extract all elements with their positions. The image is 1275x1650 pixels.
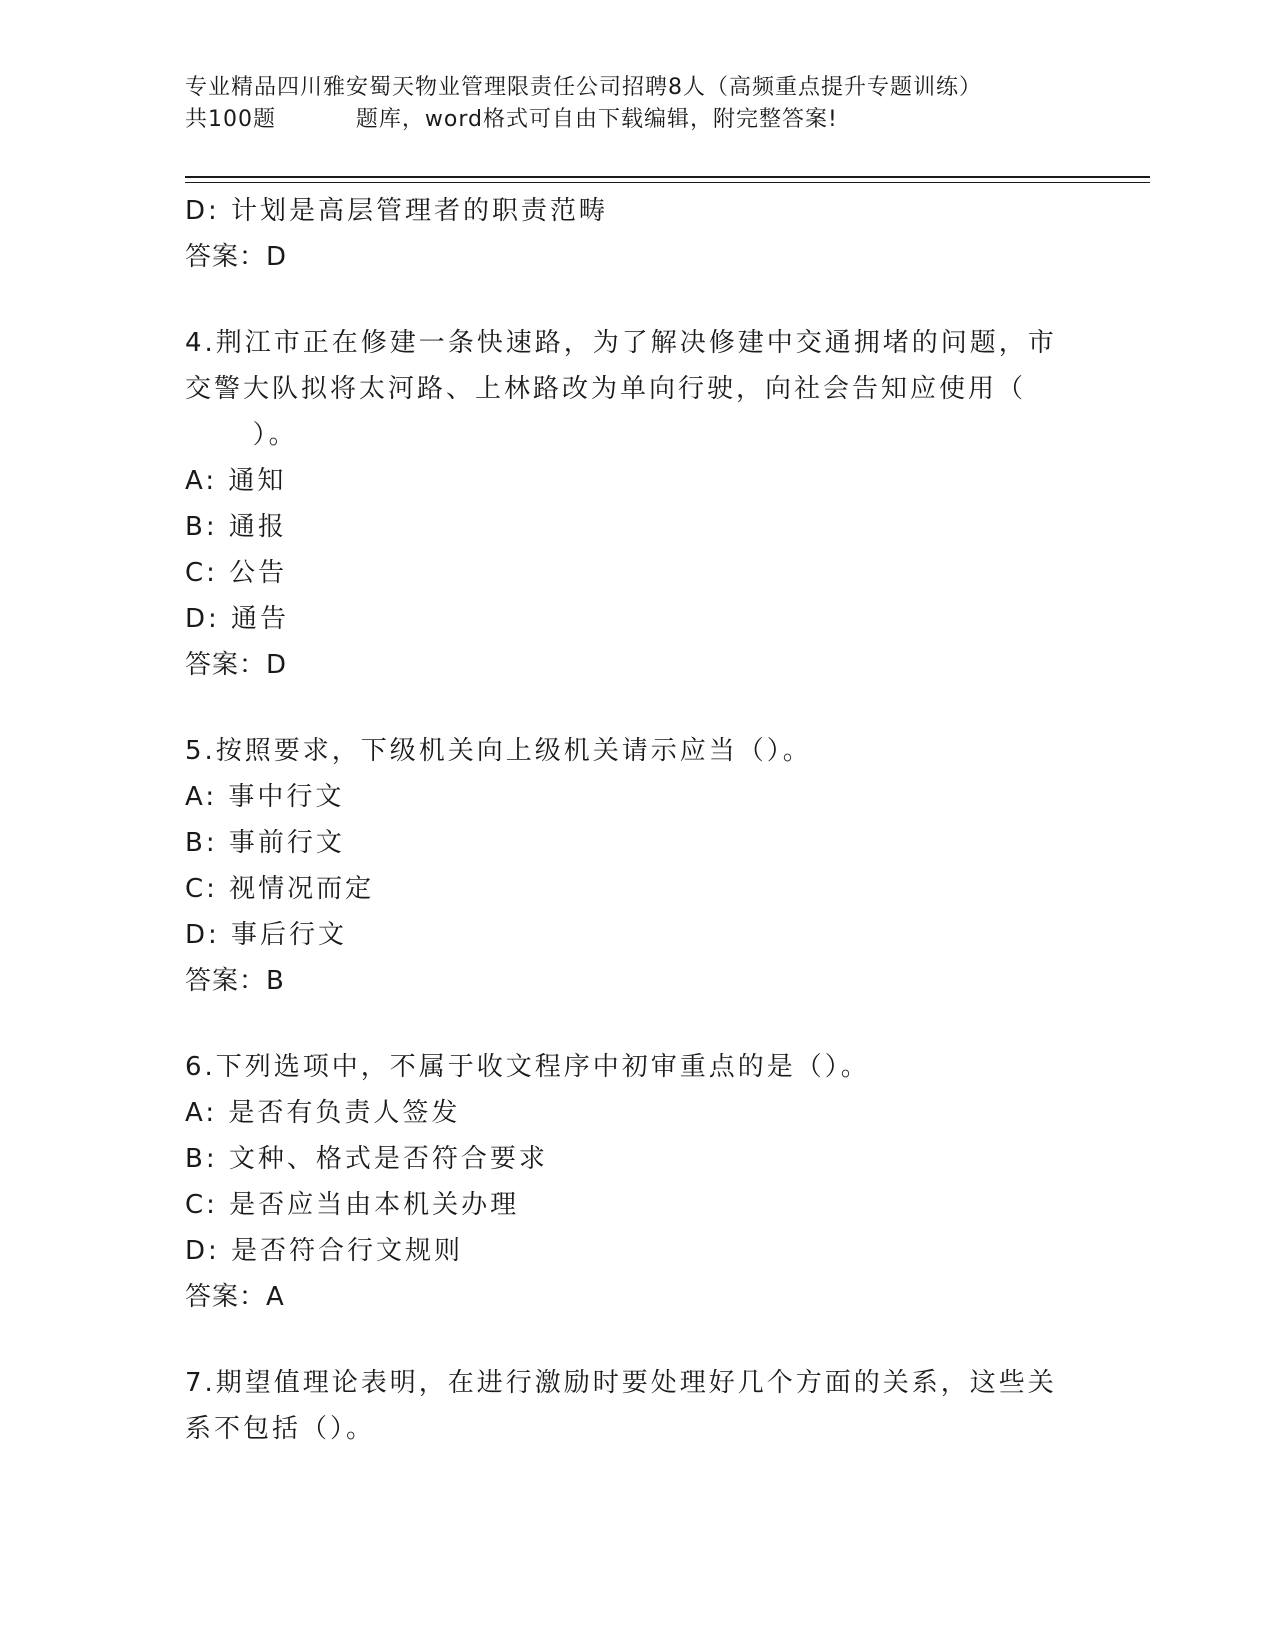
option-c: C: 是否应当由本机关办理 xyxy=(185,1190,520,1220)
question-stem-line: 7.期望值理论表明，在进行激励时要处理好几个方面的关系，这些关 xyxy=(185,1368,1057,1398)
option-d: D: 通告 xyxy=(185,604,290,634)
option-b: B: 文种、格式是否符合要求 xyxy=(185,1144,548,1174)
question-block-7 xyxy=(185,1360,1065,1452)
spacer xyxy=(185,280,1065,320)
question-stem-line: 系不包括（）。 xyxy=(185,1414,376,1444)
answer-line: 答案：A xyxy=(185,1282,285,1312)
option-a: A: 是否有负责人签发 xyxy=(185,1098,461,1128)
question-block-3-tail xyxy=(185,188,1065,280)
question-stem-line: 交警大队拟将太河路、上林路改为单向行驶，向社会告知应使用（ xyxy=(185,374,1027,404)
option-d: D: 事后行文 xyxy=(185,920,348,950)
question-stem-line: 4.荆江市正在修建一条快速路，为了解决修建中交通拥堵的问题，市 xyxy=(185,328,1057,358)
spacer xyxy=(185,1320,1065,1360)
spacer xyxy=(185,1004,1065,1044)
option-b: B: 通报 xyxy=(185,512,287,542)
question-block-5 xyxy=(185,728,1065,1004)
header-title-line: 专业精品四川雅安蜀天物业管理限责任公司招聘8人（高频重点提升专题训练） xyxy=(185,75,982,100)
spacer xyxy=(185,688,1065,728)
question-list xyxy=(185,188,1065,1452)
question-stem-line: ）。 xyxy=(185,420,298,450)
header-rule-thick xyxy=(185,176,1150,178)
answer-line: 答案：B xyxy=(185,966,285,996)
question-stem-line: 5.按照要求，下级机关向上级机关请示应当（）。 xyxy=(185,736,812,766)
document-header xyxy=(185,72,1065,136)
answer-line: 答案：D xyxy=(185,242,288,272)
option-a: A: 事中行文 xyxy=(185,782,345,812)
question-block-4 xyxy=(185,320,1065,688)
question-stem-line: 6.下列选项中，不属于收文程序中初审重点的是（）。 xyxy=(185,1052,870,1082)
question-block-6 xyxy=(185,1044,1065,1320)
option-c: C: 视情况而定 xyxy=(185,874,375,904)
option-d: D: 是否符合行文规则 xyxy=(185,1236,464,1266)
option-b: B: 事前行文 xyxy=(185,828,345,858)
answer-line: 答案：D xyxy=(185,650,288,680)
option-d: D: 计划是高层管理者的职责范畴 xyxy=(185,196,609,226)
header-subtitle-line: 共100题 题库，word格式可自由下载编辑，附完整答案! xyxy=(185,107,838,132)
option-c: C: 公告 xyxy=(185,558,288,588)
header-rule-thin xyxy=(185,182,1150,183)
option-a: A: 通知 xyxy=(185,466,287,496)
